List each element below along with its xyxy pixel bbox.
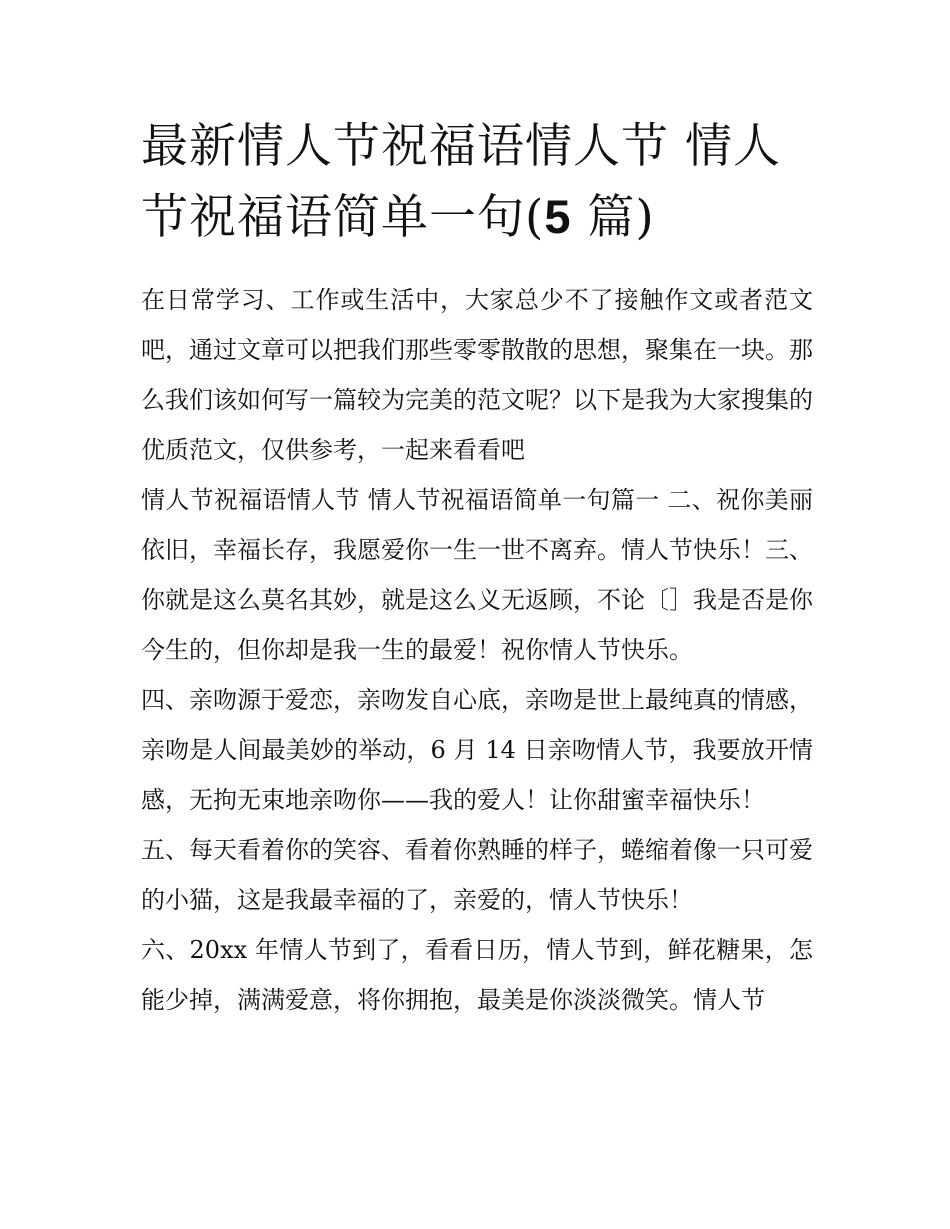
document-content [141,112,813,1025]
paragraph-section-1: 情人节祝福语情人节 情人节祝福语简单一句篇一 二、祝你美丽依旧，幸福长存，我愿爱你一生一世不离弃。情人节快乐！三、你就是这么莫名其妙，就是这么义无返顾，不论〔］我是否是你今生的，但你却是我一生的最爱！祝你情人节快乐。 [141,486,813,664]
paragraph-section-5: 五、每天看着你的笑容、看着你熟睡的样子，蜷缩着像一只可爱的小猫，这是我最幸福的了，亲爱的，情人节快乐！ [141,836,813,914]
paragraph-section-4: 四、亲吻源于爱恋，亲吻发自心底，亲吻是世上最纯真的情感，亲吻是人间最美妙的举动，6 月 14 日亲吻情人节，我要放开情感，无拘无束地亲吻你——我的爱人！让你甜蜜幸福快乐！ [141,686,813,814]
document-body [141,275,813,1025]
document-title [141,112,813,253]
paragraph-section-6: 六、20xx 年情人节到了，看看日历，情人节到，鲜花糖果，怎能少掉，满满爱意，将你拥抱，最美是你淡淡微笑。情人节 [141,936,813,1014]
title-text-part1: 最新情人节祝福语情人节 情人节祝福语简单一句( [141,119,781,245]
title-count: 5 [544,190,572,243]
title-text-part2: 篇) [571,190,655,245]
paragraph-intro: 在日常学习、工作或生活中，大家总少不了接触作文或者范文吧，通过文章可以把我们那些零零散散的思想，聚集在一块。那么我们该如何写一篇较为完美的范文呢？以下是我为大家搜集的优质范文，仅供参考，一起来看看吧 [141,286,813,464]
